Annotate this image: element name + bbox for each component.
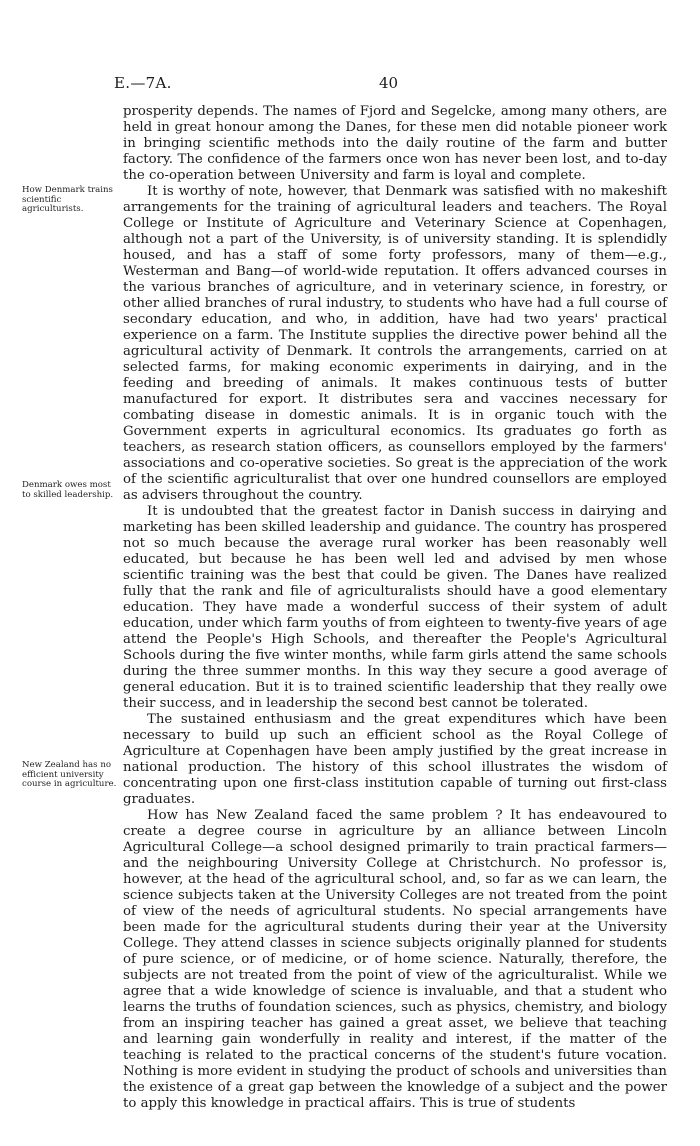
report-reference: E.—7A. bbox=[114, 74, 172, 92]
paragraph: prosperity depends. The names of Fjord and Segelcke, among many others, are held in great honour among the Danes, for these men did notable pioneer work in bringing scientific methods into the daily routine of the farm and butter factory. The confidence of the farmers once won has never been lost, and to-day the co-operation between University and farm is loyal and complete. bbox=[123, 104, 667, 183]
margin-note: New Zealand has no efficient university course in agriculture. bbox=[22, 760, 117, 789]
paragraph: How has New Zealand faced the same problem ? It has endeavoured to create a degree course in agriculture by an alliance between Lincoln Agricultural College—a school designed primarily to train practical farmers—and the neighbouring University College at Christchurch. No professor is, however, at the head of the agricultural school, and, so far as we can learn, the science subjects taken at the University Colleges are not treated from the point of view of the needs of agricultural students. No special arrangements have been made for the agricultural students during their year at the University College. They attend classes in science subjects originally planned for students of pure science, or of medicine, or of home science. Naturally, therefore, the subjects are not treated from the point of view of the agriculturalist. While we agree that a wide knowledge of science is invaluable, and that a student who learns the truths of foundation sciences, such as physics, chemistry, and biology from an inspiring teacher has gained a great asset, we believe that teaching and learning gain wonderfully in reality and interest, if the matter of the teaching is related to the practical concerns of the student's future vocation. Nothing is more evident in studying the product of schools and universities than the existence of a great gap between the knowledge of a subject and the power to apply this knowledge in practical affairs. This is true of students bbox=[123, 808, 667, 1111]
margin-note: How Denmark trains scientific agriculturists. bbox=[22, 185, 113, 214]
paragraph: The sustained enthusiasm and the great expenditures which have been necessary to build up such an efficient school as the Royal College of Agriculture at Copenhagen have been amply justified by the great increase in national production. The history of this school illustrates the wisdom of concentrating upon one first-class institution capable of turning out first-class graduates. bbox=[123, 712, 667, 807]
page-number: 40 bbox=[379, 74, 399, 92]
page-header bbox=[114, 74, 672, 94]
paragraph: It is undoubted that the greatest factor in Danish success in dairying and marketing has been skilled leadership and guidance. The country has prospered not so much because the average rural worker has been reasonably well educated, but because he has been well led and advised by men whose scientific training was the best that could be given. The Danes have realized fully that the rank and file of agriculturalists should have a good elementary education. They have made a wonderful success of their system of adult education, under which farm youths of from eighteen to twenty-five years of age attend the People's High Schools, and thereafter the People's Agricultural Schools during the five winter months, while farm girls attend the same schools during the three summer months. In this way they secure a good average of general education. But it is to trained scientific leadership that they really owe their success, and in leadership the second best cannot be tolerated. bbox=[123, 504, 667, 711]
paragraph: It is worthy of note, however, that Denmark was satisfied with no makeshift arrangements for the training of agricultural leaders and teachers. The Royal College or Institute of Agriculture and Veterinary Science at Copenhagen, although not a part of the University, is of university standing. It is splendidly housed, and has a staff of some forty professors, many of them—e.g., Westerman and Bang—of world-wide reputation. It offers advanced courses in the various branches of agriculture, and in veterinary science, in forestry, or other allied branches of rural industry, to students who have had a full course of secondary education, and who, in addition, have had two years' practical experience on a farm. The Institute supplies the directive power behind all the agricultural activity of Denmark. It controls the arrangements, carried on at selected farms, for making economic experiments in dairying, and in the feeding and breeding of animals. It makes continuous tests of butter manufactured for export. It distributes sera and vaccines necessary for combating disease in domestic animals. It is in organic touch with the Government experts in agricultural economics. Its graduates go forth as teachers, as research station officers, as counsellors employed by the farmers' associations and co-operative societies. So great is the appreciation of the work of the scientific agriculturalist that over one hundred counsellors are employed as advisers throughout the country. bbox=[123, 184, 667, 503]
page-body bbox=[123, 104, 667, 1112]
margin-note: Denmark owes most to skilled leadership. bbox=[22, 480, 114, 500]
